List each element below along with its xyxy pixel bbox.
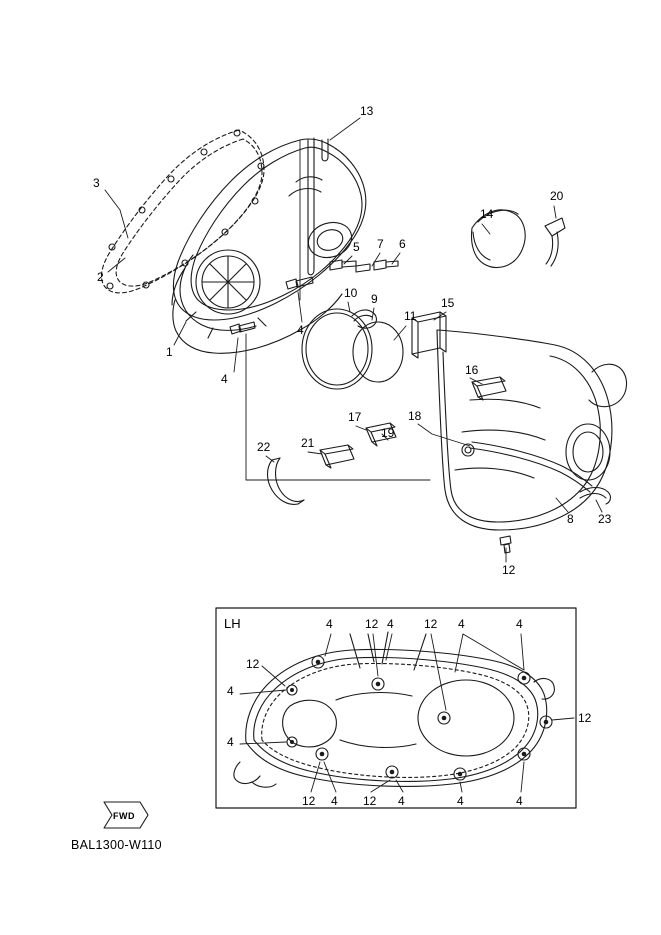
inset-callout-4-e: 4 [227, 684, 234, 698]
callout-8: 8 [567, 512, 574, 526]
block-15 [412, 312, 446, 358]
inset-callout-12-f: 12 [363, 794, 377, 808]
inset-callout-12-c: 12 [246, 657, 260, 671]
callout-4-upper: 4 [297, 323, 304, 337]
inset-lh-label: LH [224, 616, 241, 631]
callout-15: 15 [441, 296, 455, 310]
gasket-outline [101, 130, 264, 293]
callout-21: 21 [301, 436, 315, 450]
callout-20: 20 [550, 189, 564, 203]
gasket-holes [107, 130, 264, 289]
fwd-label: FWD [113, 811, 135, 821]
callout-23: 23 [598, 512, 612, 526]
cover-body [172, 250, 342, 353]
transmission-case [437, 330, 627, 530]
plate-16 [472, 377, 506, 400]
guard-22 [268, 458, 305, 504]
figure-part-code: BAL1300-W110 [71, 838, 162, 852]
inset-callout-12-d: 12 [578, 711, 592, 725]
callout-10: 10 [344, 286, 358, 300]
callout-7: 7 [377, 237, 384, 251]
plate-21 [320, 445, 354, 468]
seal-plate [353, 322, 403, 382]
callout-13: 13 [360, 104, 374, 118]
inset-callout-12-e: 12 [302, 794, 316, 808]
inset-callout-4-d: 4 [516, 617, 523, 631]
inset-callout-4-j: 4 [516, 794, 523, 808]
inset-cover [234, 632, 574, 792]
callout-4-lower: 4 [221, 372, 228, 386]
inset-callout-4-f: 4 [227, 735, 234, 749]
callout-16: 16 [465, 363, 479, 377]
inset-callout-12-a: 12 [365, 617, 379, 631]
callout-3: 3 [93, 176, 100, 190]
callout-14: 14 [480, 207, 494, 221]
inset-callout-4-b: 4 [387, 617, 394, 631]
callout-1: 1 [166, 345, 173, 359]
callout-5: 5 [353, 240, 360, 254]
inset-callout-12-b: 12 [424, 617, 438, 631]
inset-callout-4-a: 4 [326, 617, 333, 631]
callout-6: 6 [399, 237, 406, 251]
callout-12-main: 12 [502, 563, 516, 577]
inset-bolt-holes [287, 656, 552, 780]
inset-callout-4-g: 4 [331, 794, 338, 808]
inset-callout-4-i: 4 [457, 794, 464, 808]
clip-20 [545, 218, 565, 266]
callout-19: 19 [381, 426, 395, 440]
callout-11: 11 [404, 309, 417, 323]
callout-9: 9 [371, 292, 378, 306]
inset-callout-4-c: 4 [458, 617, 465, 631]
callout-18: 18 [408, 409, 422, 423]
o-ring [302, 309, 372, 389]
callout-17: 17 [348, 410, 362, 424]
dowel-pins-13 [308, 138, 328, 275]
callout-2: 2 [97, 270, 104, 284]
callout-22: 22 [257, 440, 271, 454]
inset-callout-4-h: 4 [398, 794, 405, 808]
